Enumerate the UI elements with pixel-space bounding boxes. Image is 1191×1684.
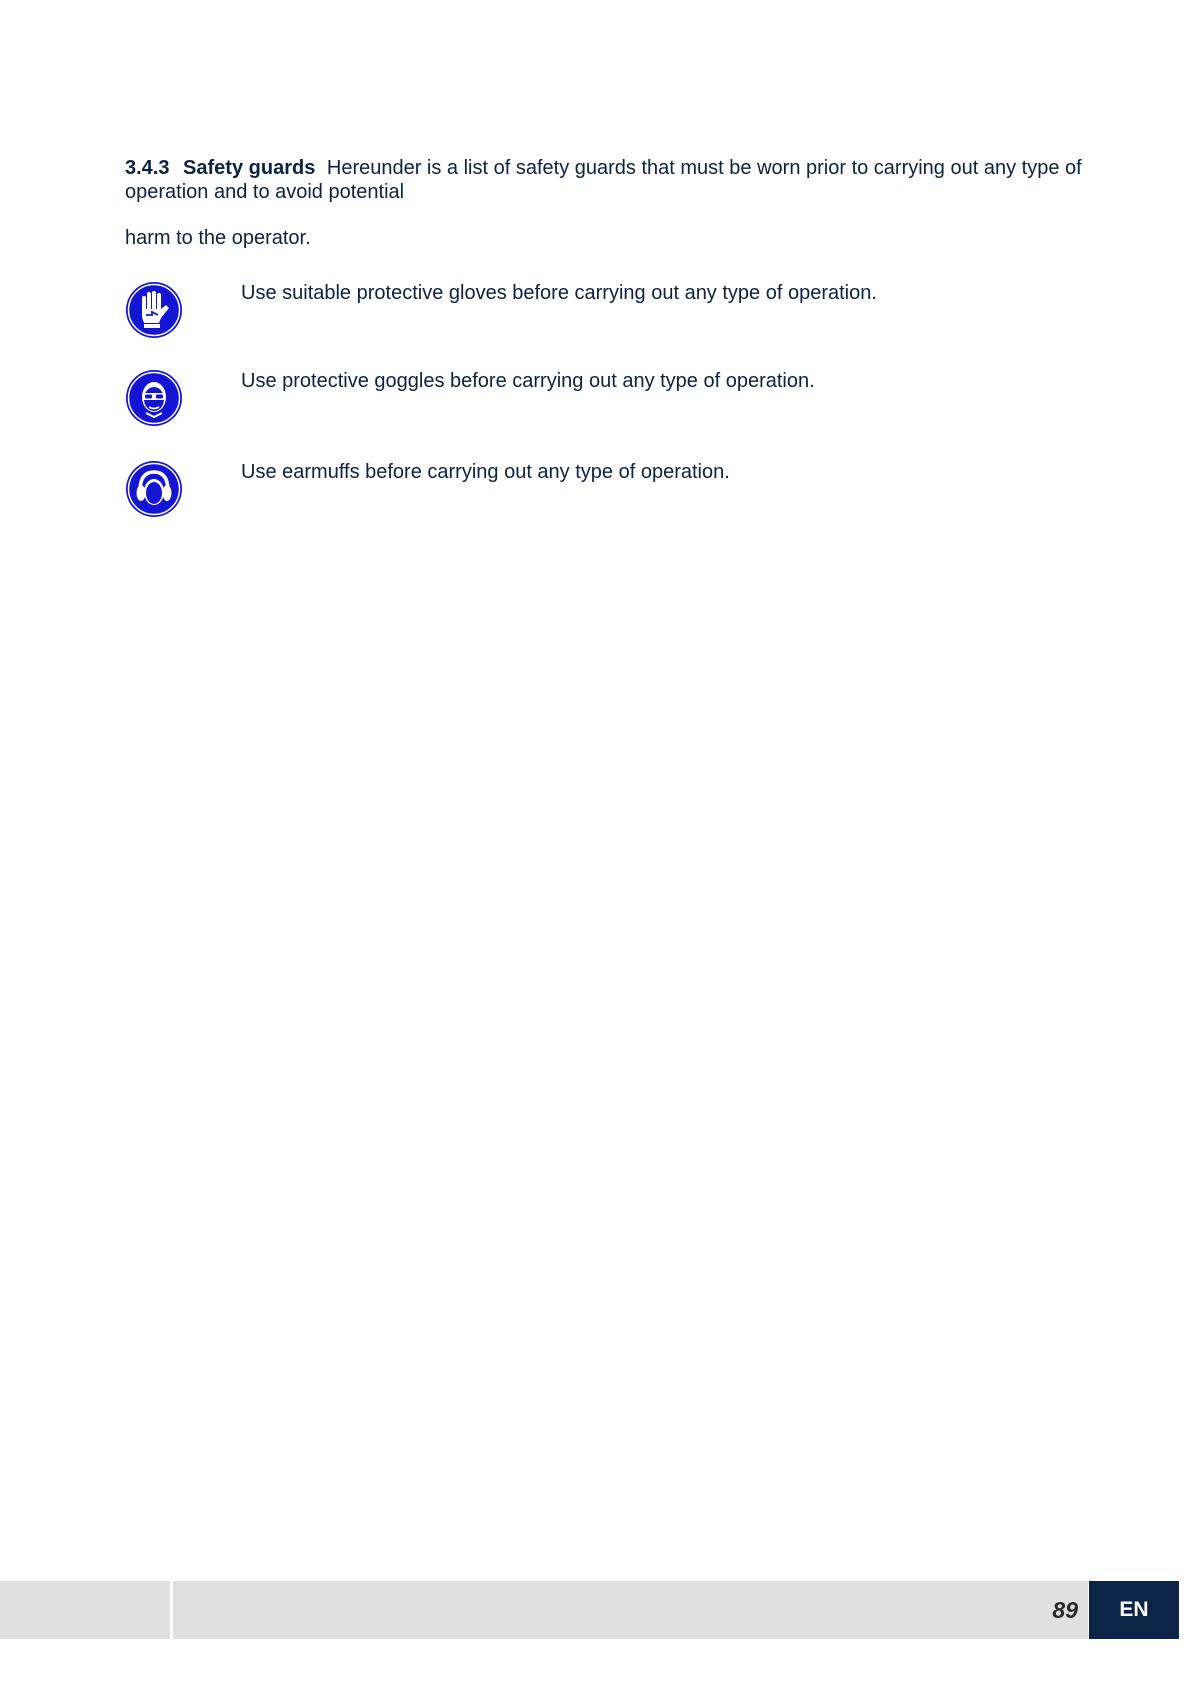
section-intro-paragraph	[125, 156, 1085, 204]
safety-item-earmuffs	[125, 460, 1085, 520]
footer-left-block	[0, 1581, 170, 1639]
safety-item-text: Use earmuffs before carrying out any type of operation.	[241, 461, 730, 483]
earmuffs-icon	[125, 460, 183, 518]
footer-bar	[173, 1581, 1088, 1639]
page-number: 89	[1052, 1597, 1078, 1623]
section-title: Safety guards	[183, 157, 316, 179]
safety-item-goggles	[125, 369, 1085, 429]
section-continuation-text: harm to the operator.	[125, 227, 311, 249]
section-intro-text: Hereunder is a list of safety guards that must be worn prior to carrying out any type of operation and to avoid potential	[125, 157, 1082, 203]
safety-item-gloves	[125, 281, 1085, 341]
goggles-icon	[125, 369, 183, 427]
page-footer	[0, 1581, 1179, 1639]
safety-item-text: Use protective goggles before carrying out any type of operation.	[241, 370, 815, 392]
language-badge: EN	[1089, 1581, 1179, 1639]
safety-item-text: Use suitable protective gloves before carrying out any type of operation.	[241, 282, 877, 304]
section-heading	[125, 156, 1085, 250]
gloves-icon	[125, 281, 183, 339]
section-number: 3.4.3	[125, 157, 170, 179]
